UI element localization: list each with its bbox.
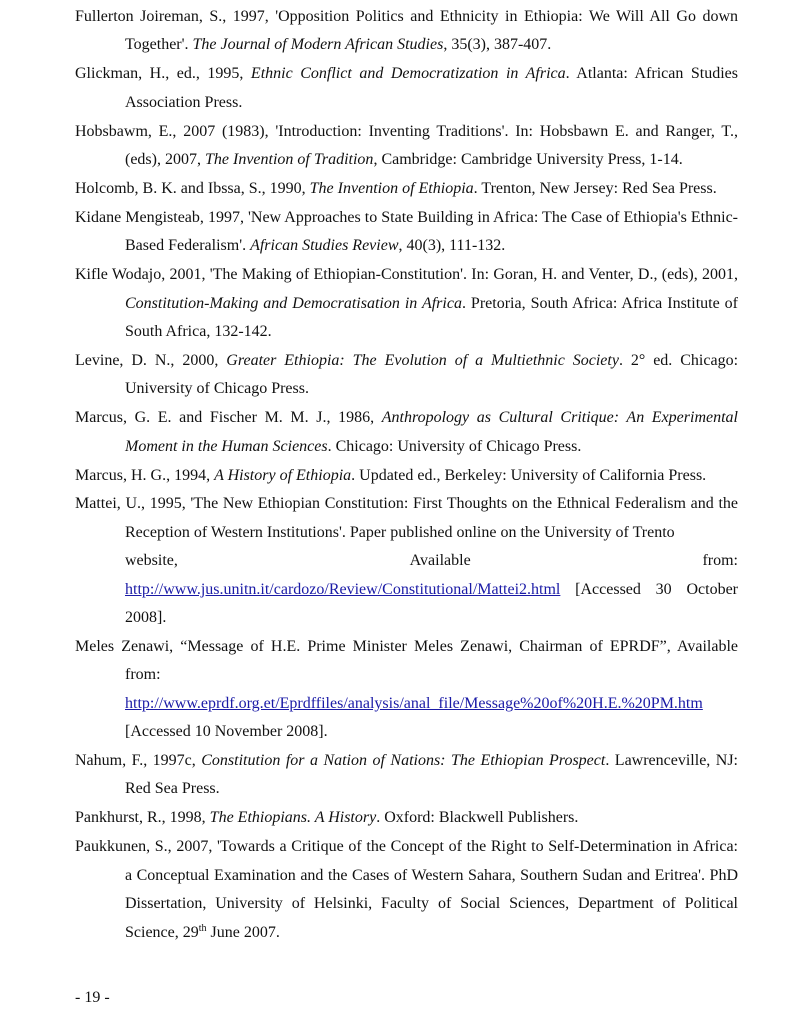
reference-title: A History of Ethiopia	[214, 466, 352, 484]
reference-title: The Journal of Modern African Studies	[192, 36, 444, 54]
reference-entry	[75, 118, 738, 175]
reference-text: . Atlanta: African Studies Association Press.	[125, 65, 739, 111]
reference-text: , 35(3), 387-407.	[443, 36, 552, 54]
reference-text: Pankhurst, R., 1998,	[75, 809, 210, 827]
reference-text: . Chicago: University of Chicago Press.	[327, 437, 582, 455]
reference-text: Levine, D. N., 2000,	[75, 351, 227, 369]
reference-text: Nahum, F., 1997c,	[75, 752, 202, 770]
reference-access-date: [Accessed 30 October 2008].	[125, 580, 738, 627]
reference-text: . 2° ed. Chicago: University of Chicago Press.	[125, 351, 739, 398]
reference-entry	[75, 60, 738, 117]
reference-title: Anthropology as Cultural Critique: An Experimental Moment in the Human Sciences	[125, 409, 739, 455]
reference-entry-meles	[75, 633, 738, 747]
reference-title: Constitution-Making and Democratisation in Africa	[125, 294, 462, 312]
reference-text: Glickman, H., ed., 1995,	[75, 65, 251, 83]
mattei-url-link[interactable]: http://www.jus.unitn.it/cardozo/Review/Constitutional/Mattei2.html	[125, 580, 561, 598]
reference-title: Ethnic Conflict and Democratization in Africa	[250, 65, 566, 83]
reference-title: The Invention of Tradition	[204, 151, 374, 169]
reference-text: , Cambridge: Cambridge University Press, 1-14.	[373, 151, 683, 169]
reference-entry	[75, 261, 738, 346]
reference-text: Kifle Wodajo, 2001, 'The Making of Ethiopian-Constitution'. In: Goran, H. and Venter, D., (eds), 2001,	[75, 266, 738, 284]
reference-text: Paukkunen, S., 2007, 'Towards a Critique of the Concept of the Right to Self-Determination in Africa: a Conceptual Examination and the Cases of Western Sahara, Southern Sudan and Eritrea'. PhD Dissertation, University of Helsinki, Faculty of Social Sciences, Department of Political Science, 29	[75, 838, 738, 941]
reference-entry-mattei	[75, 490, 738, 632]
reference-text: Marcus, H. G., 1994,	[75, 466, 215, 484]
word-available: Available	[409, 552, 471, 570]
reference-text: . Oxford: Blackwell Publishers.	[376, 809, 579, 827]
reference-group	[75, 3, 738, 490]
reference-entry	[75, 3, 738, 60]
word-from: from:	[702, 552, 738, 570]
reference-entry	[75, 204, 738, 261]
reference-text: Mattei, U., 1995, 'The New Ethiopian Constitution: First Thoughts on the Ethnical Federalism and the Reception of Western Institutions'. Paper published online on the University of Trento	[75, 495, 738, 541]
reference-entry-paukkunen	[75, 833, 738, 947]
reference-text: Kidane Mengisteab, 1997, 'New Approaches to State Building in Africa: The Case of Ethiopia's Ethnic-Based Federalism'.	[75, 208, 738, 255]
reference-entry-nahum	[75, 747, 738, 804]
reference-entry	[75, 175, 738, 203]
reference-text: . Pretoria, South Africa: Africa Institute of South Africa, 132-142.	[125, 294, 738, 340]
reference-title: Constitution for a Nation of Nations: The Ethiopian Prospect	[201, 752, 606, 770]
reference-text: . Updated ed., Berkeley: University of California Press.	[351, 466, 707, 484]
reference-text: June 2007.	[206, 923, 280, 941]
reference-access-date: [Accessed 10 November 2008].	[125, 723, 328, 741]
eprdf-url-link[interactable]: http://www.eprdf.org.et/Eprdffiles/analysis/anal_file/Message%20of%20H.E.%20PM.htm	[125, 694, 703, 712]
reference-text: Hobsbawm, E., 2007 (1983), 'Introduction: Inventing Traditions'. In: Hobsbawn E. and Ranger, T., (eds), 2007,	[75, 122, 738, 169]
reference-text: Fullerton Joireman, S., 1997, 'Opposition Politics and Ethnicity in Ethiopia: We Will All Go down Together'.	[75, 8, 738, 54]
reference-entry-pankhurst	[75, 804, 738, 832]
available-line	[75, 547, 738, 575]
reference-title: The Ethiopians. A History	[209, 809, 377, 827]
reference-text: Marcus, G. E. and Fischer M. M. J., 1986,	[75, 409, 382, 427]
reference-title: African Studies Review	[250, 237, 399, 255]
reference-entry	[75, 462, 738, 490]
reference-text: Meles Zenawi, “Message of H.E. Prime Minister Meles Zenawi, Chairman of EPRDF”, Available from:	[75, 637, 738, 684]
reference-text: . Lawrenceville, NJ: Red Sea Press.	[125, 752, 738, 798]
reference-text: , 40(3), 111-132.	[398, 237, 506, 255]
reference-entry	[75, 404, 738, 461]
reference-title: The Invention of Ethiopia	[309, 179, 474, 197]
reference-entry	[75, 347, 738, 404]
reference-title: Greater Ethiopia: The Evolution of a Multiethnic Society	[226, 351, 619, 369]
reference-text: Holcomb, B. K. and Ibssa, S., 1990,	[75, 179, 310, 197]
reference-text: . Trenton, New Jersey: Red Sea Press.	[473, 179, 717, 197]
reference-list	[75, 3, 738, 947]
word-website: website,	[125, 552, 178, 570]
page-number: - 19 -	[75, 989, 110, 1006]
superscript: th	[198, 922, 207, 934]
